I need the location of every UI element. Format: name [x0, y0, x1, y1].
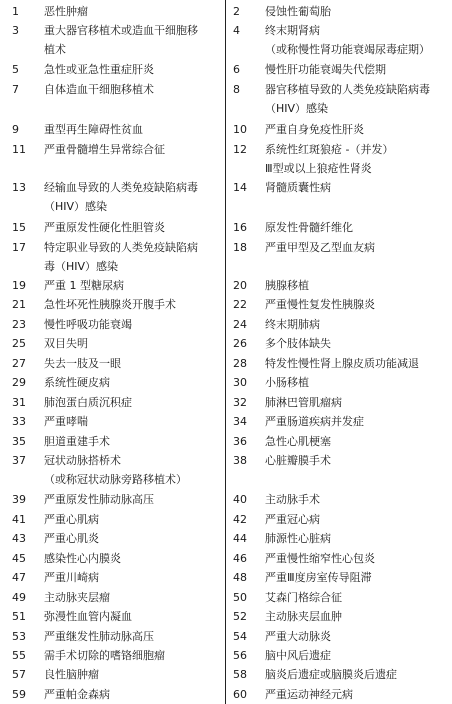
item-number: 57 [12, 668, 26, 681]
item-number: 17 [12, 241, 26, 254]
disease-name-line: 严重大动脉炎 [265, 630, 331, 643]
disease-name-line: 系统性硬皮病 [44, 376, 110, 389]
item-number: 20 [233, 279, 247, 292]
item-number: 24 [233, 318, 247, 331]
disease-name-line: 脑炎后遗症或脑膜炎后遗症 [265, 668, 397, 681]
item-number: 7 [12, 83, 19, 96]
disease-name-line: 严重哮喘 [44, 415, 88, 428]
disease-name-line: 特定职业导致的人类免疫缺陷病 [44, 241, 198, 254]
item-number: 18 [233, 241, 247, 254]
disease-name-line: Ⅲ型或以上狼疮性肾炎 [265, 162, 372, 175]
disease-name-line: 良性脑肿瘤 [44, 668, 99, 681]
disease-name [44, 120, 222, 139]
disease-name [44, 354, 222, 373]
disease-name-line: （HIV）感染 [265, 102, 329, 115]
disease-name [44, 276, 222, 295]
item-number: 16 [233, 221, 247, 234]
item-number: 35 [12, 435, 26, 448]
disease-name [265, 238, 449, 257]
disease-name [44, 549, 222, 568]
item-number: 38 [233, 454, 247, 467]
item-number: 13 [12, 181, 26, 194]
disease-name [44, 80, 222, 99]
item-number: 23 [12, 318, 26, 331]
disease-name [265, 510, 449, 529]
disease-name-line: 特发性慢性肾上腺皮质功能减退 [265, 357, 419, 370]
disease-name [265, 295, 449, 314]
item-number: 21 [12, 298, 26, 311]
item-number: 51 [12, 610, 26, 623]
disease-name [265, 393, 449, 412]
disease-name [44, 2, 222, 21]
disease-name-line: 严重Ⅲ度房室传导阻滞 [265, 571, 372, 584]
disease-name [265, 178, 449, 197]
disease-name-line: 急性心肌梗塞 [265, 435, 331, 448]
disease-name [44, 412, 222, 431]
disease-name [265, 568, 449, 587]
disease-name [44, 451, 222, 489]
item-number: 28 [233, 357, 247, 370]
disease-name [265, 529, 449, 548]
disease-name [44, 60, 222, 79]
disease-name [265, 334, 449, 353]
disease-name-line: 肾髓质囊性病 [265, 181, 331, 194]
disease-name [44, 665, 222, 684]
disease-name-line: 植术 [44, 43, 66, 56]
disease-name [265, 276, 449, 295]
disease-name [44, 490, 222, 509]
item-number: 2 [233, 5, 240, 18]
disease-name [265, 120, 449, 139]
disease-name [265, 432, 449, 451]
disease-name-line: （HIV）感染 [44, 200, 108, 213]
item-number: 48 [233, 571, 247, 584]
item-number: 55 [12, 649, 26, 662]
item-number: 32 [233, 396, 247, 409]
item-number: 39 [12, 493, 26, 506]
disease-name [44, 510, 222, 529]
disease-name-line: 严重冠心病 [265, 513, 320, 526]
item-number: 52 [233, 610, 247, 623]
item-number: 11 [12, 143, 26, 156]
disease-name-line: 恶性肿瘤 [44, 5, 88, 18]
disease-name [44, 529, 222, 548]
disease-name-line: 严重运动神经元病 [265, 688, 353, 701]
item-number: 30 [233, 376, 247, 389]
disease-name-line: 终末期肾病 [265, 24, 320, 37]
disease-name [44, 432, 222, 451]
item-number: 34 [233, 415, 247, 428]
disease-name-line: 需手术切除的嗜铬细胞瘤 [44, 649, 165, 662]
disease-name [265, 412, 449, 431]
disease-name-line: 器官移植导致的人类免疫缺陷病毒 [265, 83, 430, 96]
disease-name-line: 主动脉手术 [265, 493, 320, 506]
disease-name-line: 心脏瓣膜手术 [265, 454, 331, 467]
disease-name-line: 严重心肌病 [44, 513, 99, 526]
disease-name-line: 冠状动脉搭桥术 [44, 454, 121, 467]
disease-name [265, 354, 449, 373]
disease-name [44, 178, 222, 216]
disease-name [265, 588, 449, 607]
disease-name [44, 140, 222, 159]
item-number: 56 [233, 649, 247, 662]
item-number: 27 [12, 357, 26, 370]
item-number: 43 [12, 532, 26, 545]
disease-name-line: 毒（HIV）感染 [44, 260, 119, 273]
disease-name-line: 肺泡蛋白质沉积症 [44, 396, 132, 409]
disease-name [265, 218, 449, 237]
disease-name [44, 646, 222, 665]
disease-name-line: 自体造血干细胞移植术 [44, 83, 154, 96]
disease-name-line: 原发性骨髓纤维化 [265, 221, 353, 234]
item-number: 33 [12, 415, 26, 428]
disease-name-line: 艾森门格综合征 [265, 591, 342, 604]
item-number: 44 [233, 532, 247, 545]
disease-name-line: 经输血导致的人类免疫缺陷病毒 [44, 181, 198, 194]
item-number: 26 [233, 337, 247, 350]
disease-name-line: 弥漫性血管内凝血 [44, 610, 132, 623]
disease-name-line: 严重甲型及乙型血友病 [265, 241, 375, 254]
disease-name [265, 451, 449, 470]
disease-name [265, 549, 449, 568]
item-number: 31 [12, 396, 26, 409]
item-number: 19 [12, 279, 26, 292]
disease-name-line: 胰腺移植 [265, 279, 309, 292]
disease-name [44, 21, 222, 59]
disease-name-line: 严重继发性肺动脉高压 [44, 630, 154, 643]
item-number: 15 [12, 221, 26, 234]
disease-name-line: 严重原发性肺动脉高压 [44, 493, 154, 506]
item-number: 5 [12, 63, 19, 76]
disease-name [44, 607, 222, 626]
disease-name-line: 小肠移植 [265, 376, 309, 389]
item-number: 14 [233, 181, 247, 194]
item-number: 6 [233, 63, 240, 76]
item-number: 1 [12, 5, 19, 18]
disease-name [44, 295, 222, 314]
disease-name [265, 80, 449, 118]
item-number: 10 [233, 123, 247, 136]
item-number: 45 [12, 552, 26, 565]
item-number: 4 [233, 24, 240, 37]
disease-name-line: （或称冠状动脉旁路移植术） [44, 473, 187, 486]
disease-name-line: （或称慢性肾功能衰竭尿毒症期） [265, 43, 430, 56]
disease-name-line: 严重慢性缩窄性心包炎 [265, 552, 375, 565]
item-number: 54 [233, 630, 247, 643]
item-number: 29 [12, 376, 26, 389]
disease-name [265, 373, 449, 392]
item-number: 46 [233, 552, 247, 565]
disease-name [44, 685, 222, 704]
disease-name [265, 607, 449, 626]
disease-name-line: 急性或亚急性重症肝炎 [44, 63, 154, 76]
disease-name [265, 665, 449, 684]
disease-name-line: 严重 1 型糖尿病 [44, 279, 124, 292]
disease-name [44, 588, 222, 607]
disease-name [44, 218, 222, 237]
item-number: 8 [233, 83, 240, 96]
disease-name-line: 主动脉夹层瘤 [44, 591, 110, 604]
item-number: 59 [12, 688, 26, 701]
disease-name-line: 严重肠道疾病并发症 [265, 415, 364, 428]
disease-name [44, 568, 222, 587]
disease-name-line: 胆道重建手术 [44, 435, 110, 448]
disease-name-line: 严重帕金森病 [44, 688, 110, 701]
disease-name-line: 严重心肌炎 [44, 532, 99, 545]
disease-name [265, 60, 449, 79]
disease-name-line: 脑中风后遗症 [265, 649, 331, 662]
column-divider [225, 0, 226, 704]
disease-name [44, 334, 222, 353]
item-number: 40 [233, 493, 247, 506]
disease-name-line: 系统性红斑狼疮 -（并发） [265, 143, 394, 156]
disease-name-line: 重大器官移植术或造血干细胞移 [44, 24, 198, 37]
item-number: 9 [12, 123, 19, 136]
disease-name-line: 严重慢性复发性胰腺炎 [265, 298, 375, 311]
item-number: 58 [233, 668, 247, 681]
disease-name-line: 感染性心内膜炎 [44, 552, 121, 565]
item-number: 3 [12, 24, 19, 37]
disease-name-line: 急性坏死性胰腺炎开腹手术 [44, 298, 176, 311]
disease-name [44, 373, 222, 392]
disease-name-line: 肺源性心脏病 [265, 532, 331, 545]
item-number: 37 [12, 454, 26, 467]
disease-name [44, 315, 222, 334]
disease-name-line: 严重自身免疫性肝炎 [265, 123, 364, 136]
disease-name-line: 慢性肝功能衰竭失代偿期 [265, 63, 386, 76]
disease-name-line: 主动脉夹层血肿 [265, 610, 342, 623]
item-number: 36 [233, 435, 247, 448]
disease-name-line: 严重川崎病 [44, 571, 99, 584]
item-number: 49 [12, 591, 26, 604]
item-number: 22 [233, 298, 247, 311]
item-number: 53 [12, 630, 26, 643]
disease-name [265, 140, 449, 178]
item-number: 25 [12, 337, 26, 350]
disease-name-line: 肺淋巴管肌瘤病 [265, 396, 342, 409]
disease-name [265, 21, 449, 59]
disease-name-line: 慢性呼吸功能衰竭 [44, 318, 132, 331]
item-number: 50 [233, 591, 247, 604]
disease-name [265, 490, 449, 509]
item-number: 60 [233, 688, 247, 701]
disease-name-line: 严重骨髓增生异常综合征 [44, 143, 165, 156]
disease-name [44, 393, 222, 412]
disease-name [44, 238, 222, 276]
item-number: 42 [233, 513, 247, 526]
disease-name [265, 646, 449, 665]
disease-name [265, 2, 449, 21]
disease-name [265, 315, 449, 334]
item-number: 41 [12, 513, 26, 526]
disease-name [44, 627, 222, 646]
disease-name-line: 严重原发性硬化性胆管炎 [44, 221, 165, 234]
disease-name [265, 627, 449, 646]
disease-name-line: 重型再生障碍性贫血 [44, 123, 143, 136]
disease-name-line: 终末期肺病 [265, 318, 320, 331]
disease-name-line: 多个肢体缺失 [265, 337, 331, 350]
disease-name [265, 685, 449, 704]
disease-name-line: 侵蚀性葡萄胎 [265, 5, 331, 18]
disease-name-line: 失去一肢及一眼 [44, 357, 121, 370]
item-number: 12 [233, 143, 247, 156]
item-number: 47 [12, 571, 26, 584]
disease-name-line: 双目失明 [44, 337, 88, 350]
